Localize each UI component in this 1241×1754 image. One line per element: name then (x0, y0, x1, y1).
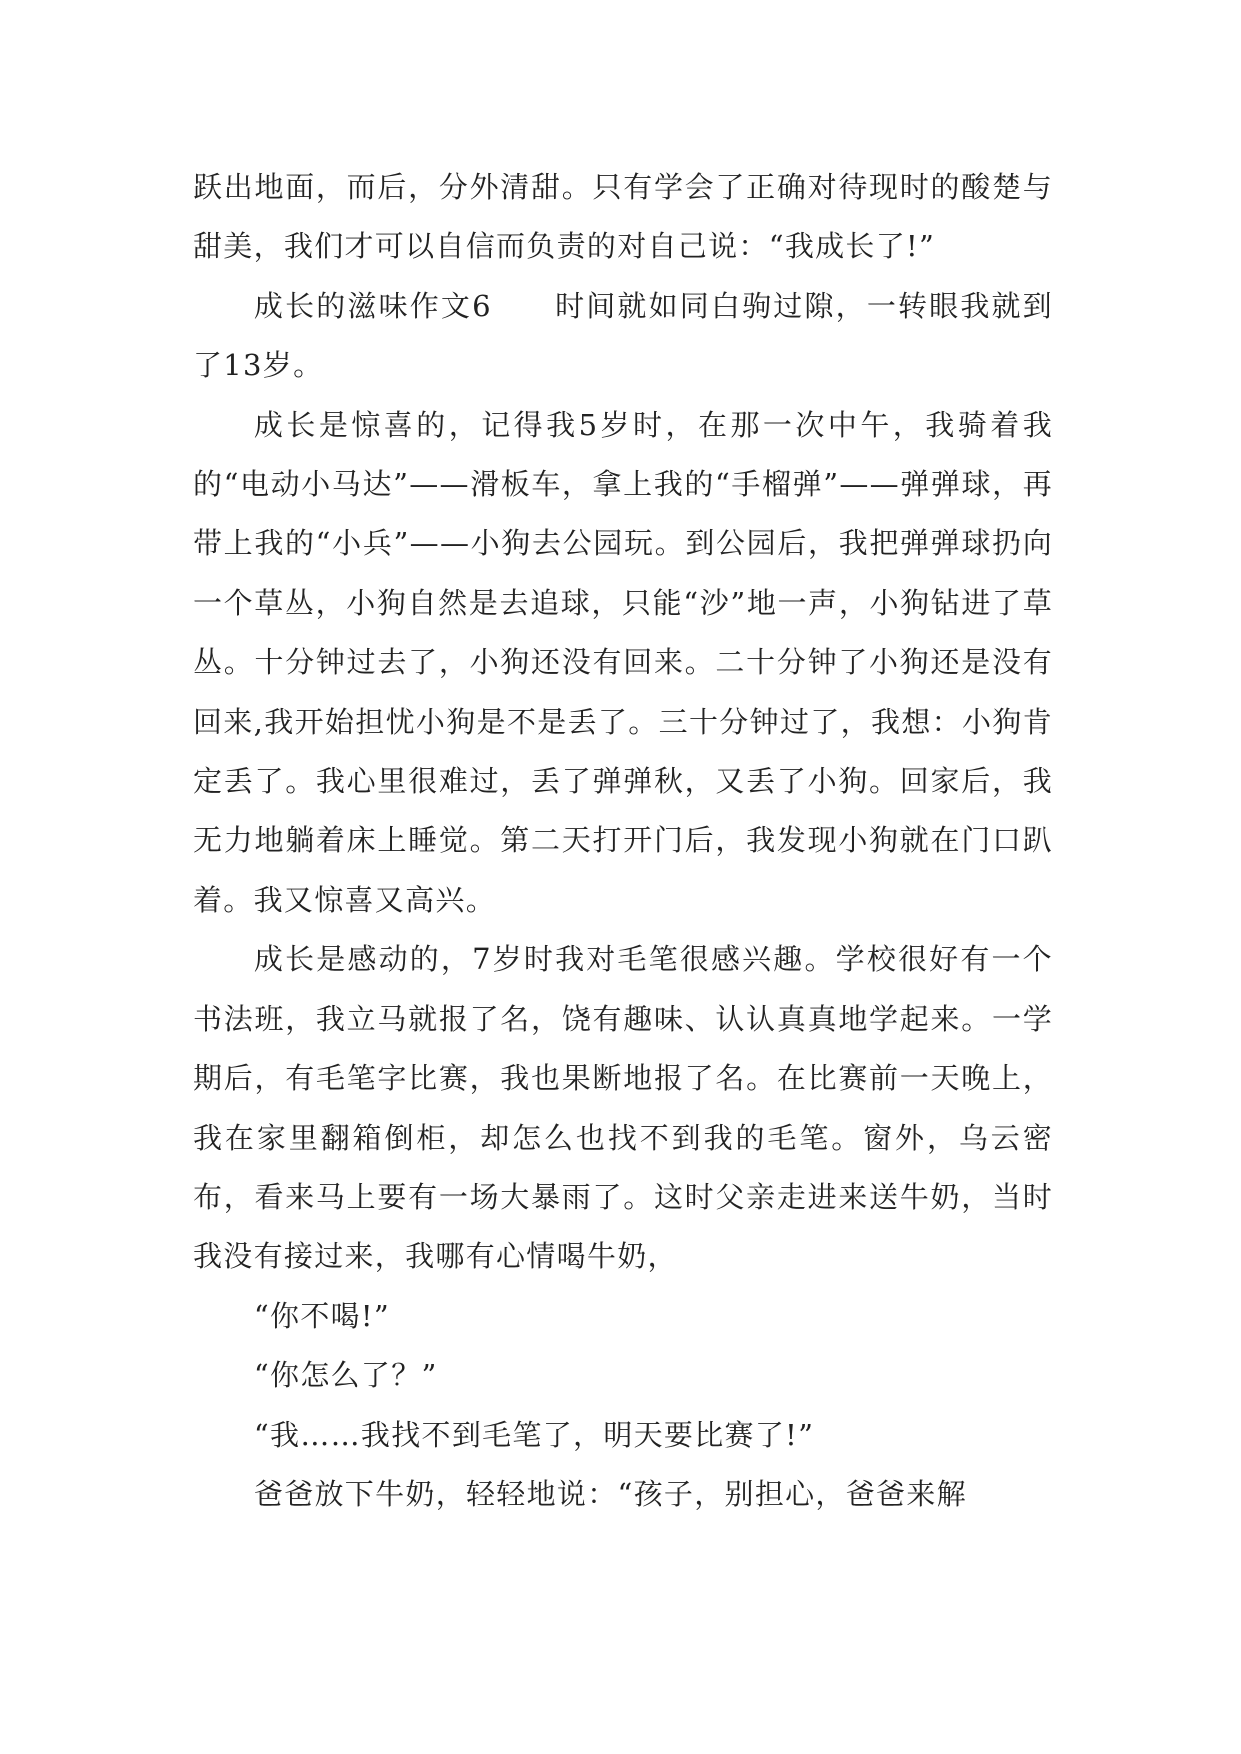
document-body (193, 158, 1053, 1524)
paragraph-essay-6-heading: 成长的滋味作文6 时间就如同白驹过隙，一转眼我就到了13岁。 (193, 288, 1053, 383)
dialogue-line: “你怎么了？” (253, 1358, 438, 1393)
paragraph-surprise: 成长是惊喜的，记得我5岁时，在那一次中午，我骑着我的“电动小马达”——滑板车，拿上我的“手榴弹”——弹弹球，再带上我的“小兵”——小狗去公园玩。到公园后，我把弹弹球扔向一个草丛，小狗自然是去追球，只能“沙”地一声，小狗钻进了草丛。十分钟过去了，小狗还没有回来。二十分钟了小狗还是没有回来,我开始担忧小狗是不是丢了。三十分钟过了，我想：小狗肯定丢了。我心里很难过，丢了弹弹秋，又丢了小狗。回家后，我无力地躺着床上睡觉。第二天打开门后，我发现小狗就在门口趴着。我又惊喜又高兴。 (193, 407, 1053, 917)
paragraph-moved: 成长是感动的，7岁时我对毛笔很感兴趣。学校很好有一个书法班，我立马就报了名，饶有趣味、认认真真地学起来。一学期后，有毛笔字比赛，我也果断地报了名。在比赛前一天晚上，我在家里翻箱倒柜，却怎么也找不到我的毛笔。窗外，乌云密布，看来马上要有一场大暴雨了。这时父亲走进来送牛奶，当时我没有接过来，我哪有心情喝牛奶， (193, 942, 1053, 1274)
dialogue-line: “我……我找不到毛笔了，明天要比赛了!” (253, 1417, 815, 1452)
paragraph-father: 爸爸放下牛奶，轻轻地说：“孩子，别担心，爸爸来解 (253, 1476, 967, 1511)
paragraph-continuation: 跃出地面，而后，分外清甜。只有学会了正确对待现时的酸楚与甜美，我们才可以自信而负责的对自己说：“我成长了!” (193, 170, 1053, 264)
dialogue-line: “你不喝!” (253, 1298, 390, 1333)
